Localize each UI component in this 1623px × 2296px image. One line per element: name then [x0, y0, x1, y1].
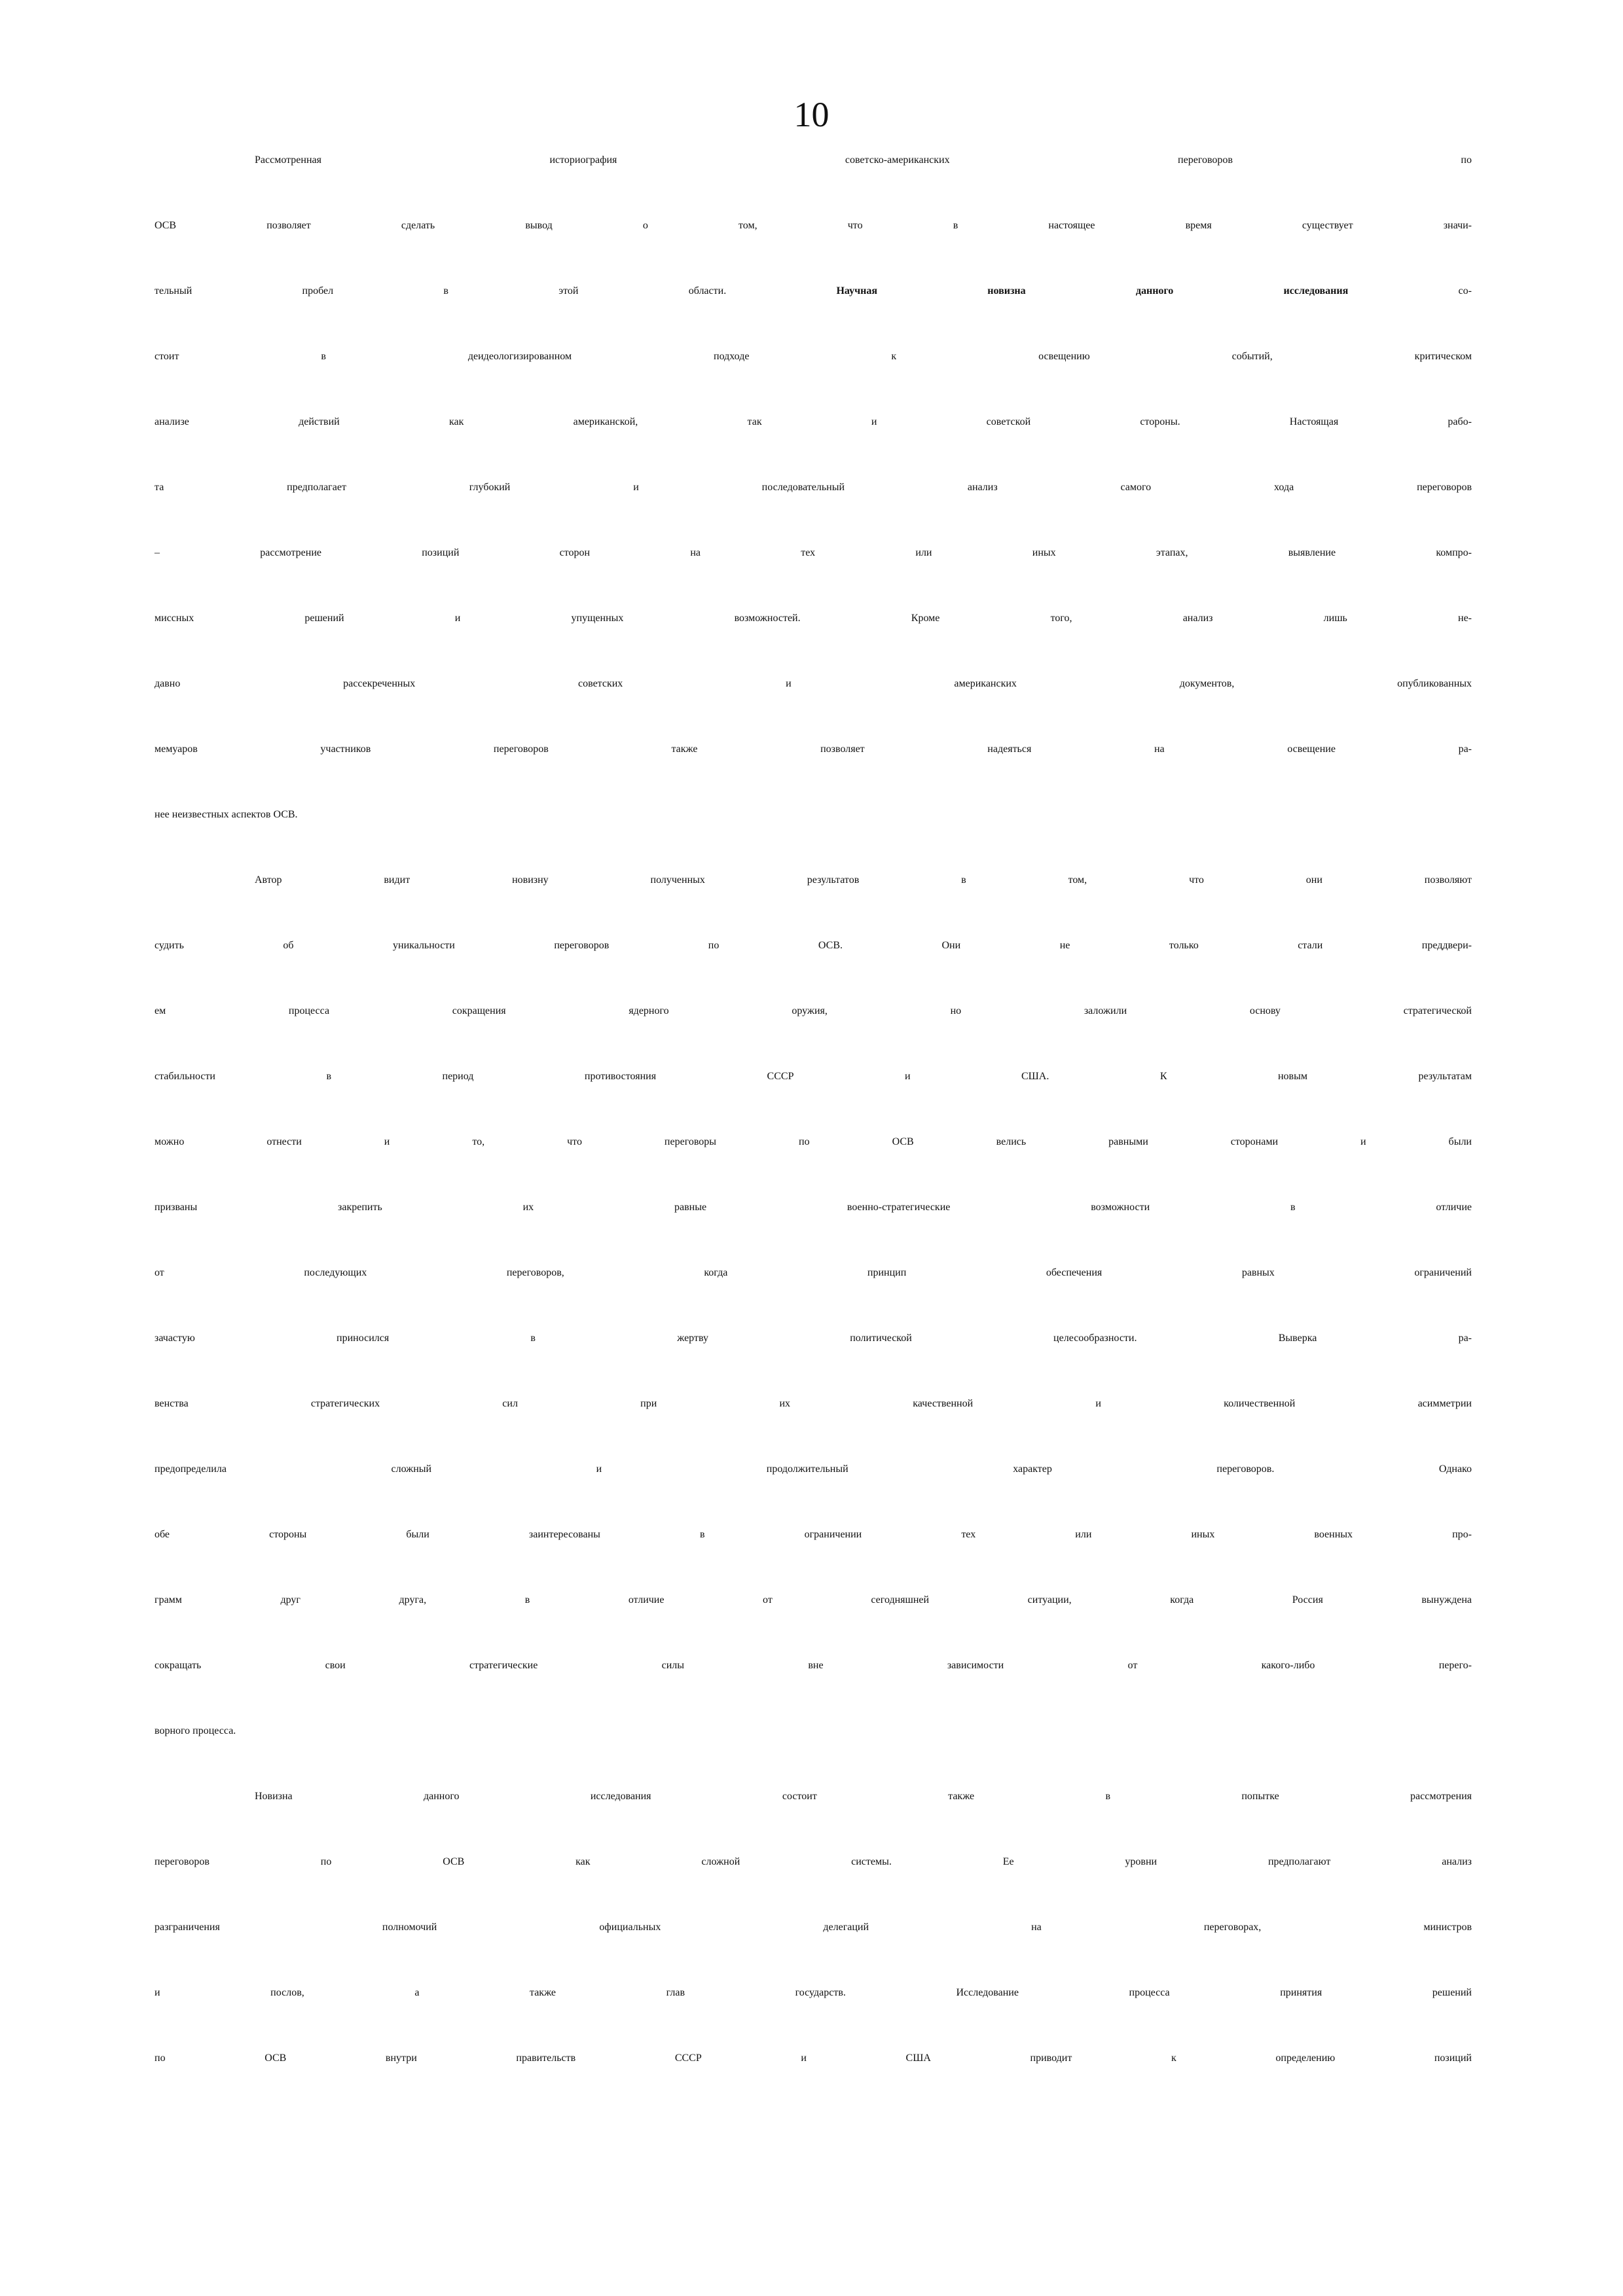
text-line: и послов, а также глав государств. Исследование процесса принятия решений — [155, 1987, 1472, 1998]
text-line: стоит в деидеологизированном подходе к освещению событий, критическом — [155, 351, 1472, 362]
text-line: давно рассекреченных советских и американских документов, опубликованных — [155, 678, 1472, 689]
text-line: по ОСВ внутри правительств СССР и США приводит к определению позиций — [155, 2053, 1472, 2064]
paragraph-1 — [155, 154, 1472, 874]
text-line: ворного процесса. — [155, 1725, 236, 1736]
text-line: Новизна данного исследования состоит также в попытке рассмотрения — [255, 1791, 1472, 1802]
text-line: Автор видит новизну полученных результатов в том, что они позволяют — [255, 874, 1472, 886]
text-line — [155, 285, 1472, 351]
paragraph-3 — [155, 1791, 1472, 2118]
text-run: тельный пробел в этой области. — [155, 285, 837, 296]
text-line: обе стороны были заинтересованы в ограничении тех или иных военных про- — [155, 1529, 1472, 1540]
text-line: от последующих переговоров, когда принцип обеспечения равных ограничений — [155, 1267, 1472, 1278]
paragraph-2 — [155, 874, 1472, 1791]
text-line: – рассмотрение позиций сторон на тех или иных этапах, выявление компро- — [155, 547, 1472, 558]
page-number: 10 — [793, 95, 830, 134]
text-line: Рассмотренная историография советско-американских переговоров по — [255, 154, 1472, 166]
text-line: миссных решений и упущенных возможностей. Кроме того, анализ лишь не- — [155, 613, 1472, 624]
text-line: сокращать свои стратегические силы вне зависимости от какого-либо перего- — [155, 1660, 1472, 1671]
text-line: та предполагает глубокий и последовательный анализ самого хода переговоров — [155, 482, 1472, 493]
text-line: нее неизвестных аспектов ОСВ. — [155, 809, 298, 820]
text-line: стабильности в период противостояния СССР и США. К новым результатам — [155, 1071, 1472, 1082]
text-line: мемуаров участников переговоров также позволяет надеяться на освещение ра- — [155, 744, 1472, 755]
bold-phrase: Научная новизна данного исследования — [836, 285, 1349, 296]
text-line: зачастую приносился в жертву политической целесообразности. Выверка ра- — [155, 1333, 1472, 1344]
text-line: разграничения полномочий официальных делегаций на переговорах, министров — [155, 1922, 1472, 1933]
text-line: грамм друг друга, в отличие от сегодняшней ситуации, когда Россия вынуждена — [155, 1594, 1472, 1605]
text-line: судить об уникальности переговоров по ОСВ. Они не только стали преддвери- — [155, 940, 1472, 951]
document-body — [155, 154, 1472, 2118]
text-line: ем процесса сокращения ядерного оружия, но заложили основу стратегической — [155, 1005, 1472, 1016]
text-line: можно отнести и то, что переговоры по ОСВ велись равными сторонами и были — [155, 1136, 1472, 1147]
text-line: предопределила сложный и продолжительный характер переговоров. Однако — [155, 1463, 1472, 1475]
text-line: призваны закрепить их равные военно-стратегические возможности в отличие — [155, 1202, 1472, 1213]
text-line: анализе действий как американской, так и советской стороны. Настоящая рабо- — [155, 416, 1472, 427]
text-run: со- — [1348, 285, 1472, 296]
text-line: венства стратегических сил при их качественной и количественной асимметрии — [155, 1398, 1472, 1409]
text-line: ОСВ позволяет сделать вывод о том, что в настоящее время существует значи- — [155, 220, 1472, 231]
text-line: переговоров по ОСВ как сложной системы. Ее уровни предполагают анализ — [155, 1856, 1472, 1867]
